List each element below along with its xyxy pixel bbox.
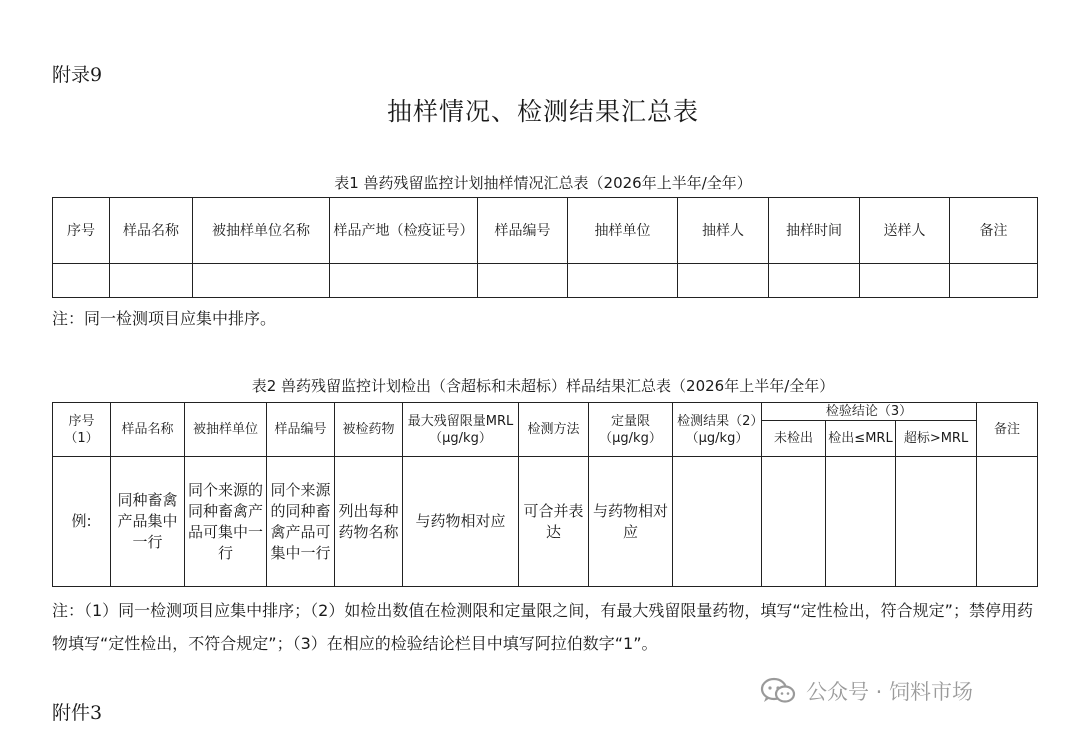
wechat-icon <box>760 677 796 705</box>
table-cell: 例: <box>53 457 111 587</box>
table-cell <box>860 264 950 298</box>
table1-caption: 表1 兽药残留监控计划抽样情况汇总表（2026年上半年/全年） <box>334 174 752 192</box>
table-cell <box>678 264 769 298</box>
page-title: 抽样情况、检测结果汇总表 <box>386 97 699 126</box>
header-cell: 样品名称 <box>110 198 193 264</box>
watermark <box>760 676 973 706</box>
table-cell <box>826 457 896 587</box>
header-sample-code: 样品编号 <box>267 403 335 457</box>
table-cell <box>478 264 568 298</box>
table-cell <box>762 457 826 587</box>
table-cell <box>53 264 110 298</box>
table-cell <box>896 457 977 587</box>
table-cell <box>673 457 762 587</box>
table1-note: 注：同一检测项目应集中排序。 <box>52 309 277 328</box>
header-sampled-unit: 被抽样单位 <box>185 403 267 457</box>
table-cell: 同个来源的同种畜禽产品可集中一行 <box>185 457 267 587</box>
header-cell: 样品编号 <box>478 198 568 264</box>
header-result: 检测结果（2）（μg/kg） <box>673 403 762 457</box>
appendix-label: 附录9 <box>52 64 103 86</box>
header-cell: 被抽样单位名称 <box>193 198 330 264</box>
sampling-summary-table <box>52 197 1038 298</box>
header-drug: 被检药物 <box>335 403 403 457</box>
header-method: 检测方法 <box>519 403 589 457</box>
table-cell: 与药物相对应 <box>589 457 673 587</box>
table2-note: 注：（1）同一检测项目应集中排序；（2）如检出数值在检测限和定量限之间，有最大残留限量药物，填写“定性检出，符合规定”；禁停用药物填写“定性检出，不符合规定”；（3）在相应的检验结论栏目中填写阿拉伯数字“1”。 <box>52 601 1033 653</box>
table-cell <box>769 264 860 298</box>
table-cell: 可合并表达 <box>519 457 589 587</box>
table-row <box>53 264 1038 298</box>
header-cell: 序号 <box>53 198 110 264</box>
table-header-row <box>53 198 1038 264</box>
header-cell: 抽样时间 <box>769 198 860 264</box>
table-cell <box>950 264 1038 298</box>
header-mrl: 最大残留限量MRL（μg/kg） <box>403 403 519 457</box>
table-cell: 同种畜禽产品集中一行 <box>111 457 185 587</box>
header-remark: 备注 <box>977 403 1038 457</box>
table-cell <box>568 264 678 298</box>
table-cell <box>977 457 1038 587</box>
table-cell <box>110 264 193 298</box>
results-summary-table <box>52 402 1038 587</box>
header-exceed-mrl: 超标>MRL <box>896 421 977 457</box>
header-cell: 备注 <box>950 198 1038 264</box>
watermark-text: 公众号 · 饲料市场 <box>806 680 974 704</box>
table-cell: 与药物相对应 <box>403 457 519 587</box>
header-loq: 定量限（μg/kg） <box>589 403 673 457</box>
header-not-detected: 未检出 <box>762 421 826 457</box>
table-header-row <box>53 403 1038 421</box>
attachment-label: 附件3 <box>52 702 103 724</box>
example-row <box>53 457 1038 587</box>
header-conclusion: 检验结论（3） <box>762 403 977 421</box>
table-cell: 列出每种药物名称 <box>335 457 403 587</box>
header-cell: 送样人 <box>860 198 950 264</box>
header-cell: 抽样人 <box>678 198 769 264</box>
table-cell <box>193 264 330 298</box>
header-detected-le-mrl: 检出≤MRL <box>826 421 896 457</box>
table-cell <box>330 264 478 298</box>
table2-caption: 表2 兽药残留监控计划检出（含超标和未超标）样品结果汇总表（2026年上半年/全年） <box>251 377 835 395</box>
table-cell: 同个来源的同种畜禽产品可集中一行 <box>267 457 335 587</box>
header-cell: 抽样单位 <box>568 198 678 264</box>
header-sample-name: 样品名称 <box>111 403 185 457</box>
header-seq: 序号（1） <box>53 403 111 457</box>
header-cell: 样品产地（检疫证号） <box>330 198 478 264</box>
